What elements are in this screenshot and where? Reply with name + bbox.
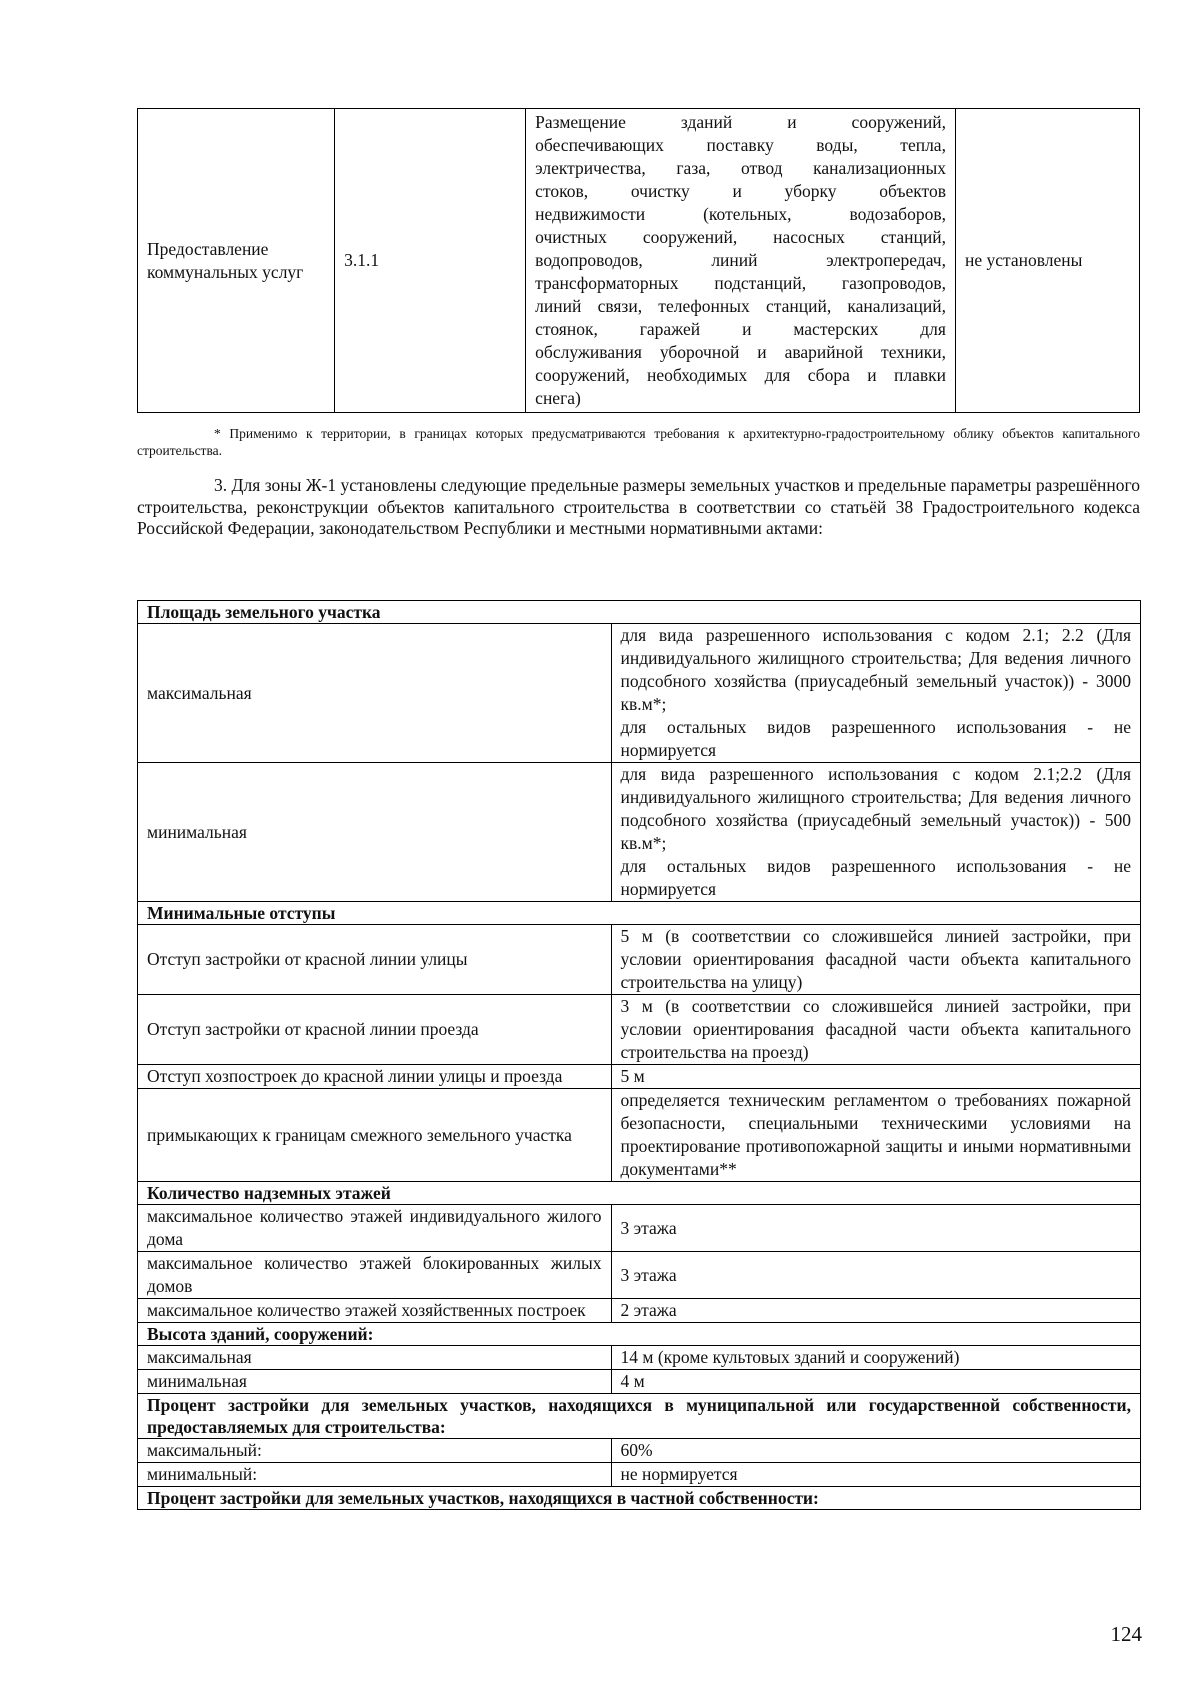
description-line: водопроводов, линий электропередач, (535, 250, 946, 270)
table-row (138, 1089, 1141, 1182)
row-label: максимальное количество этажей индивидуального жилого дома (138, 1205, 612, 1252)
table-row (138, 1439, 1141, 1463)
table-row (138, 1463, 1141, 1487)
description-line: очистных сооружений, насосных станций, (535, 227, 946, 247)
table-row (138, 925, 1141, 995)
table-row (138, 601, 1141, 624)
use-type-code: 3.1.1 (335, 109, 526, 413)
row-value: определяется техническим регламентом о требованиях пожарной безопасности, специальными техническими условиями на проектирование противопожарной защиты и иными нормативными документами** (611, 1089, 1140, 1182)
row-label: максимальное количество этажей хозяйственных построек (138, 1299, 612, 1323)
row-label: максимальный: (138, 1439, 612, 1463)
row-label: минимальный: (138, 1463, 612, 1487)
row-value: 5 м (в соответствии со сложившейся линией застройки, при условии ориентирования фасадной части объекта капитального строительства на улицу) (611, 925, 1140, 995)
section-header-area: Площадь земельного участка (138, 601, 1141, 624)
table-row (138, 1065, 1141, 1089)
row-value (611, 763, 1140, 902)
table-row (138, 1394, 1141, 1439)
row-label: минимальная (138, 763, 612, 902)
table-row (138, 995, 1141, 1065)
table-row (138, 1487, 1141, 1510)
description-line: Размещение зданий и сооружений, (535, 112, 946, 132)
footnote: * Применимо к территории, в границах которых предусматриваются требования к архитектурно-градостроительному облику объектов капитального строительства. (137, 426, 1140, 458)
section-header-floors: Количество надземных этажей (138, 1182, 1141, 1205)
row-label: максимальная (138, 624, 612, 763)
table-row (138, 763, 1141, 902)
table-row (138, 1299, 1141, 1323)
row-value: 3 этажа (611, 1252, 1140, 1299)
table-row (138, 1205, 1141, 1252)
section-paragraph: 3. Для зоны Ж-1 установлены следующие предельные размеры земельных участков и предельные параметры разрешённого строительства, реконструкции объектов капитального строительства в соответствии со статьёй 38 Градостроительного кодекса Российской Федерации, законодательством Республики и местными нормативными актами: (137, 475, 1140, 538)
row-label: примыкающих к границам смежного земельного участка (138, 1089, 612, 1182)
description-line: обеспечивающих поставку воды, тепла, (535, 135, 946, 155)
section-header-setbacks: Минимальные отступы (138, 902, 1141, 925)
utilities-table (137, 108, 1140, 413)
description-line: электричества, газа, отвод канализационных (535, 158, 946, 178)
description-line: трансформаторных подстанций, газопроводов, (535, 273, 946, 293)
row-value: 2 этажа (611, 1299, 1140, 1323)
row-label: максимальная (138, 1346, 612, 1370)
description-line: линий связи, телефонных станций, канализаций, (535, 296, 946, 316)
table-row (138, 109, 1140, 413)
section-header-coverage-private: Процент застройки для земельных участков, находящихся в частной собственности: (138, 1487, 1141, 1510)
use-type-name: Предоставление коммунальных услуг (138, 109, 335, 413)
use-type-description (526, 109, 956, 413)
description-line: снега) (535, 388, 581, 408)
description-line: стоков, очистку и уборку объектов (535, 181, 946, 201)
table-row (138, 1182, 1141, 1205)
value-part: для остальных видов разрешенного использования - не нормируется (620, 856, 1131, 899)
row-label: Отступ застройки от красной линии улицы (138, 925, 612, 995)
table-row (138, 1346, 1141, 1370)
table-row (138, 1370, 1141, 1394)
page-number: 124 (1110, 1622, 1142, 1646)
row-value: 60% (611, 1439, 1140, 1463)
value-part: для остальных видов разрешенного использования - не нормируется (620, 717, 1131, 760)
row-value: 14 м (кроме культовых зданий и сооружений) (611, 1346, 1140, 1370)
row-value: 5 м (611, 1065, 1140, 1089)
row-label: минимальная (138, 1370, 612, 1394)
use-type-params: не установлены (955, 109, 1139, 413)
row-label: Отступ хозпостроек до красной линии улицы и проезда (138, 1065, 612, 1089)
row-label: Отступ застройки от красной линии проезда (138, 995, 612, 1065)
table-row (138, 902, 1141, 925)
row-value: 4 м (611, 1370, 1140, 1394)
description-line: стоянок, гаражей и мастерских для (535, 319, 946, 339)
row-value: не нормируется (611, 1463, 1140, 1487)
description-line: сооружений, необходимых для сбора и плавки (535, 365, 946, 385)
table-row (138, 1252, 1141, 1299)
table-row (138, 624, 1141, 763)
value-part: для вида разрешенного использования с кодом 2.1;2.2 (Для индивидуального жилищного строительства; Для ведения личного подсобного хозяйства (приусадебный земельный участок)) - 500 кв.м*; (620, 764, 1131, 853)
row-value (611, 624, 1140, 763)
description-line: обслуживания уборочной и аварийной техники, (535, 342, 946, 362)
description-line: недвижимости (котельных, водозаборов, (535, 204, 946, 224)
table-row (138, 1323, 1141, 1346)
value-part: для вида разрешенного использования с кодом 2.1; 2.2 (Для индивидуального жилищного строительства; Для ведения личного подсобного хозяйства (приусадебный земельный участок)) - 3000 кв.м*; (620, 625, 1131, 714)
parameters-table (137, 600, 1141, 1510)
row-value: 3 м (в соответствии со сложившейся линией застройки, при условии ориентирования фасадной части объекта капитального строительства на проезд) (611, 995, 1140, 1065)
section-header-height: Высота зданий, сооружений: (138, 1323, 1141, 1346)
row-label: максимальное количество этажей блокированных жилых домов (138, 1252, 612, 1299)
section-header-coverage-public: Процент застройки для земельных участков, находящихся в муниципальной или государственной собственности, предоставляемых для строительства: (138, 1394, 1141, 1439)
row-value: 3 этажа (611, 1205, 1140, 1252)
